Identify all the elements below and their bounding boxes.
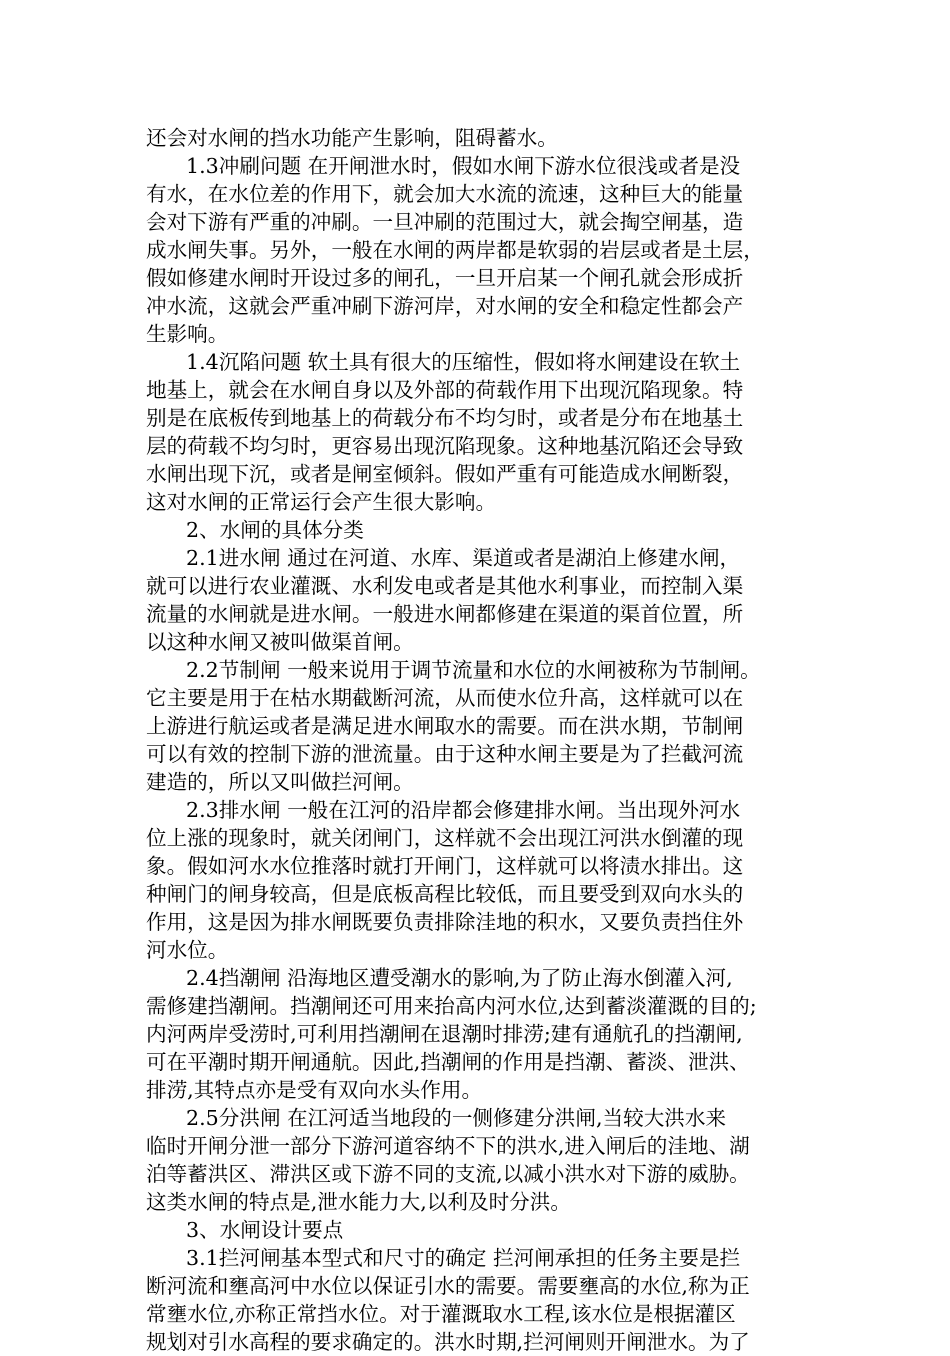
text-line: 种闸门的闸身较高，但是底板高程比较低，而且要受到双向水头的 (146, 882, 744, 906)
text-line: 2.3排水闸 一般在江河的沿岸都会修建排水闸。当出现外河水 (186, 798, 741, 822)
text-line: 生影响。 (146, 322, 229, 346)
text-line: 2.5分洪闸 在江河适当地段的一侧修建分洪闸,当较大洪水来 (186, 1106, 727, 1130)
text-line: 建造的，所以又叫做拦河闸。 (146, 770, 414, 794)
section-heading: 3、水闸设计要点 (186, 1218, 344, 1242)
paragraph-2-4-tide-gate (146, 964, 816, 1104)
text-line: 以这种水闸又被叫做渠首闸。 (146, 630, 414, 654)
section-heading: 2、水闸的具体分类 (186, 518, 364, 542)
text-line: 水闸出现下沉，或者是闸室倾斜。假如严重有可能造成水闸断裂， (146, 462, 744, 486)
text-line: 排涝,其特点亦是受有双向水头作用。 (146, 1078, 483, 1102)
paragraph-2-5-flood-diversion-gate (146, 1104, 816, 1216)
text-line: 1.4沉陷问题 软土具有很大的压缩性，假如将水闸建设在软土 (186, 350, 741, 374)
text-line: 位上涨的现象时，就关闭闸门，这样就不会出现江河洪水倒灌的现 (146, 826, 744, 850)
text-line: 泊等蓄洪区、滞洪区或下游不同的支流,以减小洪水对下游的威胁。 (146, 1162, 750, 1186)
document-page (146, 124, 816, 1356)
text-line: 2.2节制闸 一般来说用于调节流量和水位的水闸被称为节制闸。 (186, 658, 761, 682)
text-line: 2.1进水闸 通过在河道、水库、渠道或者是湖泊上修建水闸， (186, 546, 741, 570)
text-line: 内河两岸受涝时,可利用挡潮闸在退潮时排涝;建有通航孔的挡潮闸, (146, 1022, 743, 1046)
text-line: 成水闸失事。另外，一般在水闸的两岸都是软弱的岩层或者是土层， (146, 238, 764, 262)
text-line: 有水，在水位差的作用下，就会加大水流的流速，这种巨大的能量 (146, 182, 744, 206)
text-line: 作用，这是因为排水闸既要负责排除洼地的积水，又要负责挡住外 (146, 910, 744, 934)
text-line: 1.3冲刷问题 在开闸泄水时，假如水闸下游水位很浅或者是没 (186, 154, 741, 178)
text-line: 常壅水位,亦称正常挡水位。对于灌溉取水工程,该水位是根据灌区 (146, 1302, 736, 1326)
text-line: 上游进行航运或者是满足进水闸取水的需要。而在洪水期，节制闸 (146, 714, 744, 738)
text-line: 断河流和壅高河中水位以保证引水的需要。需要壅高的水位,称为正 (146, 1274, 750, 1298)
paragraph-3-1-barrage-design (146, 1244, 816, 1356)
paragraph-2-3-drainage-gate (146, 796, 816, 964)
text-line: 会对下游有严重的冲刷。一旦冲刷的范围过大，就会掏空闸基，造 (146, 210, 744, 234)
paragraph-2-1-intake-gate (146, 544, 816, 656)
text-line: 2.4挡潮闸 沿海地区遭受潮水的影响,为了防止海水倒灌入河, (186, 966, 733, 990)
text-line: 象。假如河水水位推落时就打开闸门，这样就可以将渍水排出。这 (146, 854, 744, 878)
paragraph-2-2-regulating-gate (146, 656, 816, 796)
text-line: 假如修建水闸时开设过多的闸孔，一旦开启某一个闸孔就会形成折 (146, 266, 744, 290)
text-line: 地基上，就会在水闸自身以及外部的荷载作用下出现沉陷现象。特 (146, 378, 744, 402)
text-line: 流量的水闸就是进水闸。一般进水闸都修建在渠道的渠首位置，所 (146, 602, 744, 626)
text-line: 3.1拦河闸基本型式和尺寸的确定 拦河闸承担的任务主要是拦 (186, 1246, 741, 1270)
paragraph-1-4-subsidence (146, 348, 816, 516)
section-heading-2 (146, 516, 816, 544)
text-line: 层的荷载不均匀时，更容易出现沉陷现象。这种地基沉陷还会导致 (146, 434, 744, 458)
text-line: 这对水闸的正常运行会产生很大影响。 (146, 490, 497, 514)
text-line: 这类水闸的特点是,泄水能力大,以利及时分洪。 (146, 1190, 571, 1214)
text-line: 需修建挡潮闸。挡潮闸还可用来抬高内河水位,达到蓄淡灌溉的目的; (146, 994, 757, 1018)
text-line: 可以有效的控制下游的泄流量。由于这种水闸主要是为了拦截河流 (146, 742, 744, 766)
text-line: 别是在底板传到地基上的荷载分布不均匀时，或者是分布在地基土 (146, 406, 744, 430)
text-line: 就可以进行农业灌溉、水利发电或者是其他水利事业，而控制入渠 (146, 574, 744, 598)
text-line: 规划对引水高程的要求确定的。洪水时期,拦河闸则开闸泄水。为了 (146, 1330, 750, 1354)
text-line: 还会对水闸的挡水功能产生影响，阻碍蓄水。 (146, 126, 558, 150)
paragraph-1-3-scouring (146, 152, 816, 348)
text-line: 可在平潮时期开闸通航。因此,挡潮闸的作用是挡潮、蓄淡、泄洪、 (146, 1050, 750, 1074)
text-line: 河水位。 (146, 938, 229, 962)
text-line: 冲水流，这就会严重冲刷下游河岸，对水闸的安全和稳定性都会产 (146, 294, 744, 318)
text-line: 它主要是用于在枯水期截断河流，从而使水位升高，这样就可以在 (146, 686, 744, 710)
paragraph-intro-continued (146, 124, 816, 152)
text-line: 临时开闸分泄一部分下游河道容纳不下的洪水,进入闸后的洼地、湖 (146, 1134, 750, 1158)
section-heading-3 (146, 1216, 816, 1244)
